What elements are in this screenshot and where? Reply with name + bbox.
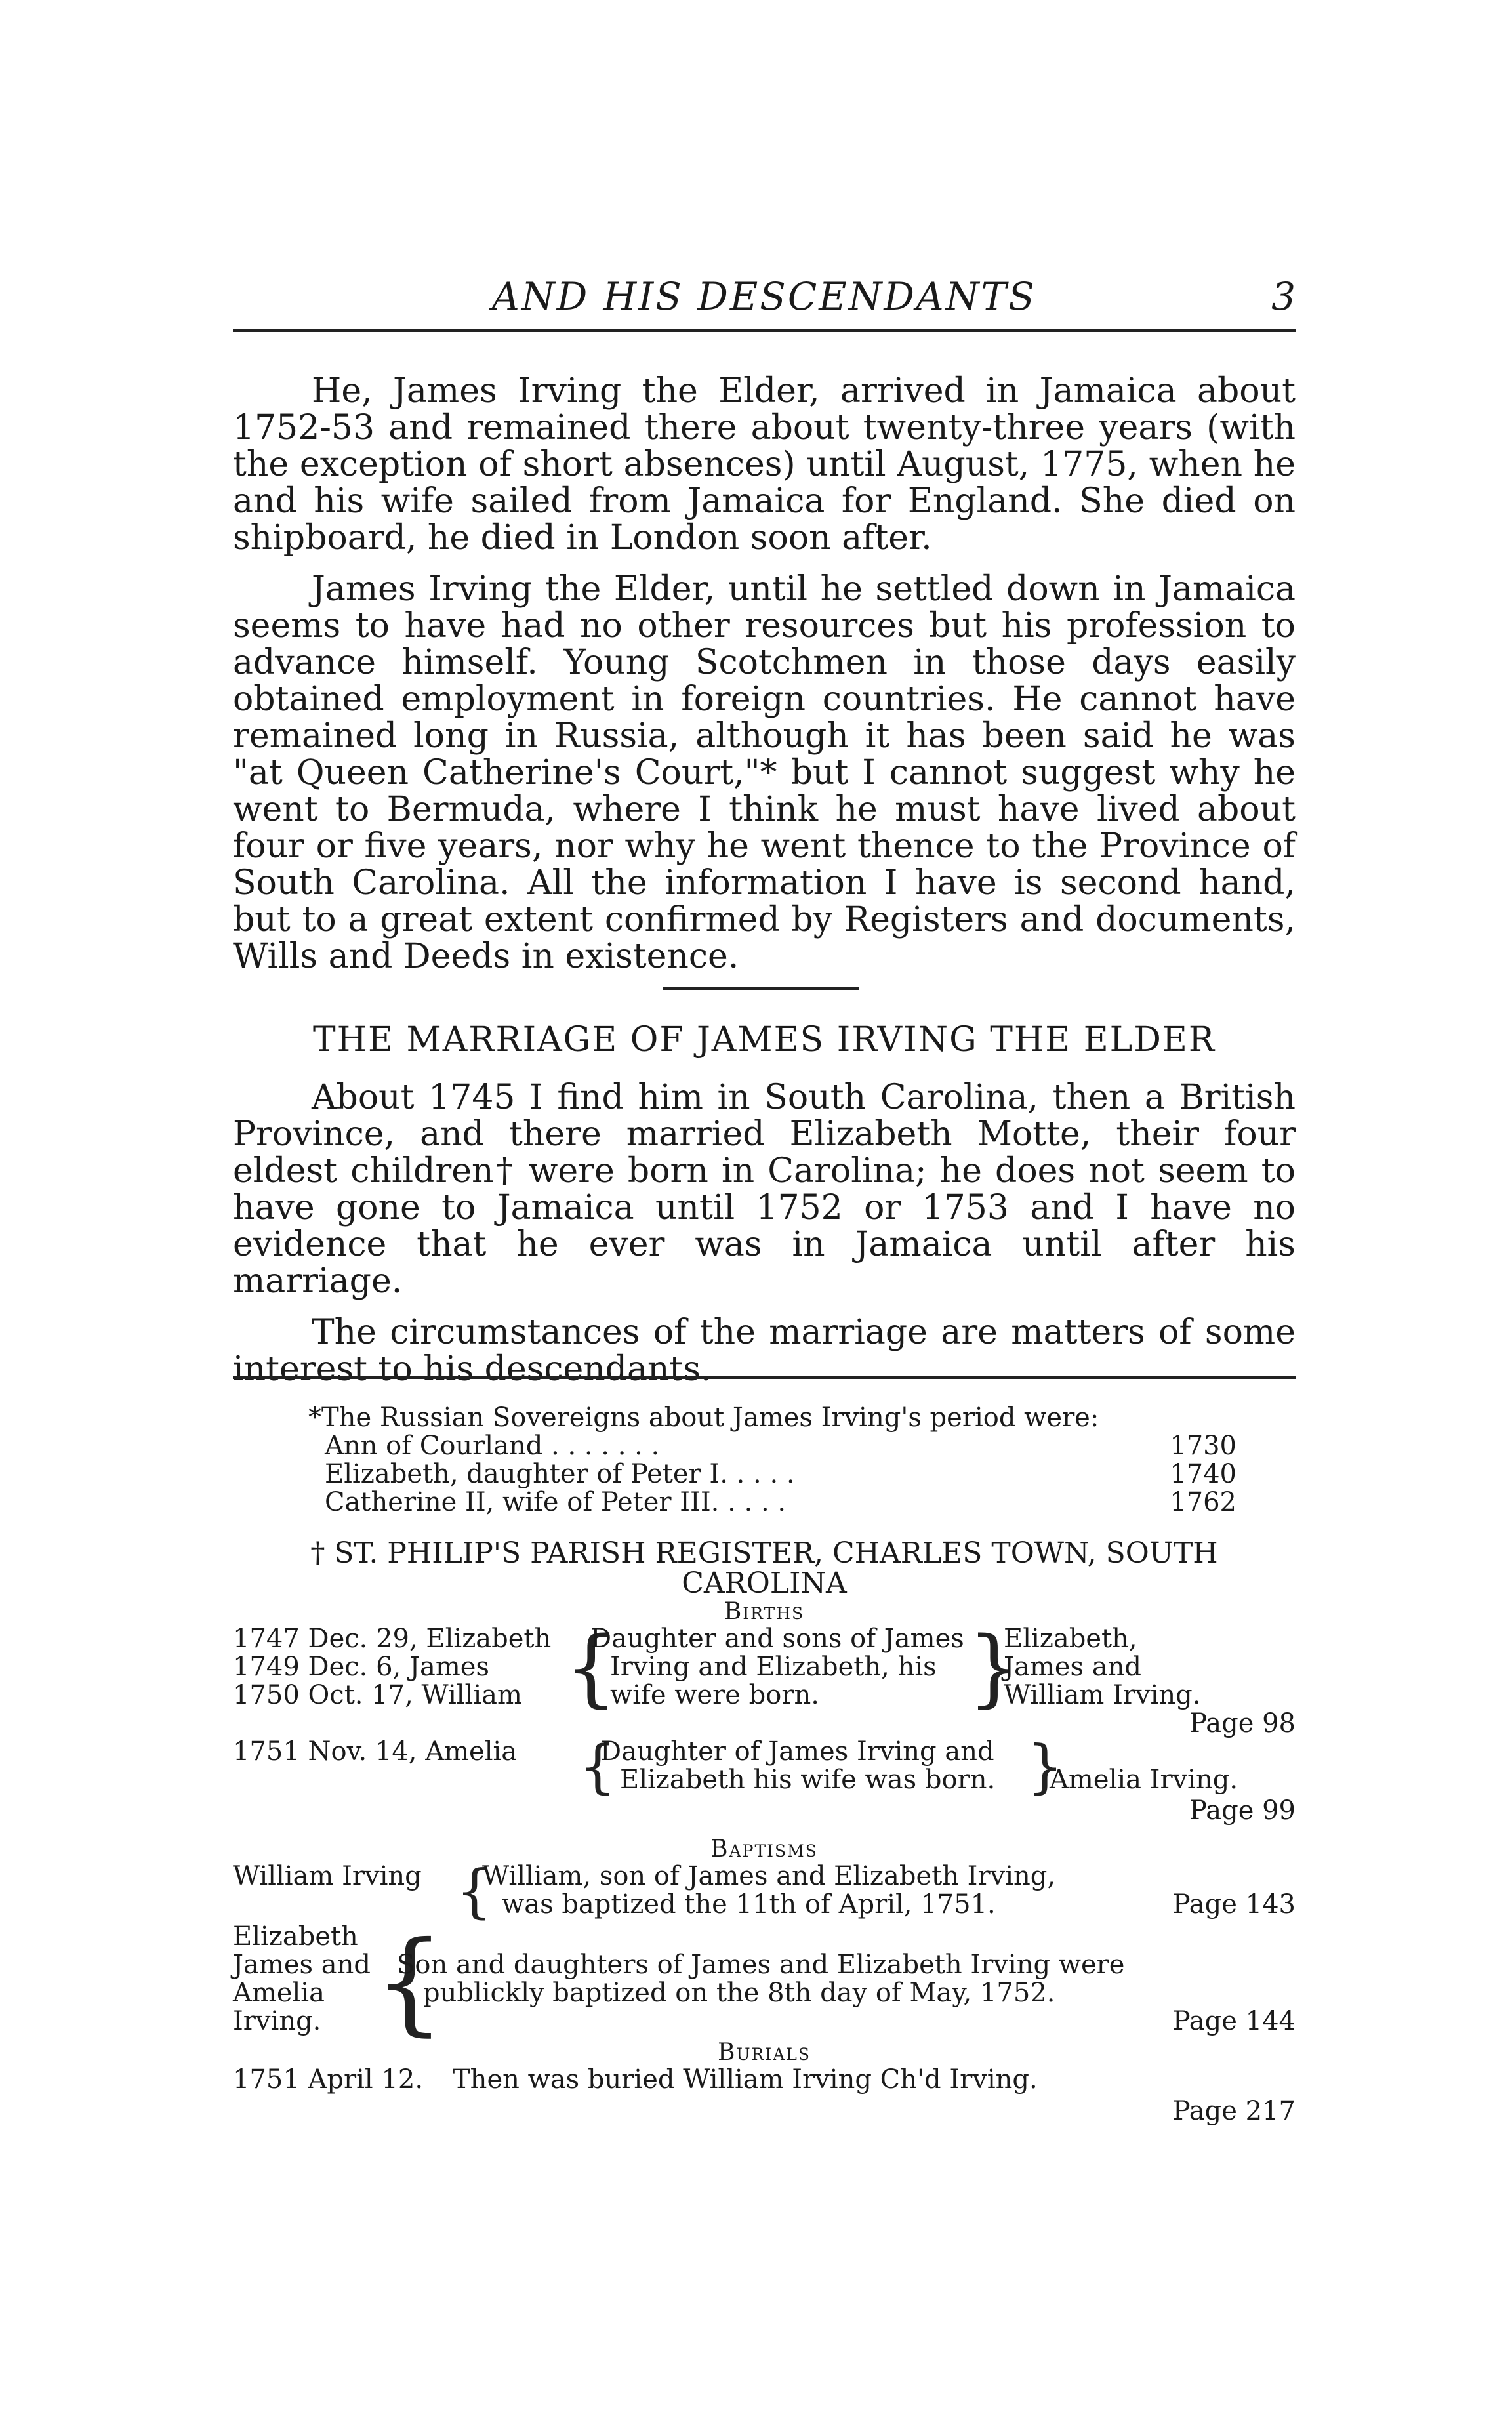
register-heading-line2: CAROLINA [682, 1567, 847, 1600]
paragraph: He, James Irving the Elder, arrived in Jamaica about 1752-53 and remained there about twenty-three years (with the exception of short absences) until August, 1775, when he and his wife sailed from Jamaica for England. She died on shipboard, he died in London soon after. [233, 371, 1296, 558]
baptism-text: Son and daughters of James and Elizabeth Irving were [397, 1950, 1125, 1980]
births-label: Births [724, 1598, 805, 1625]
header-rule [233, 329, 1296, 332]
baptism-name: James and [233, 1950, 371, 1980]
births-entry [233, 1619, 1296, 1738]
baptism-text: William, son of James and Elizabeth Irving, [482, 1861, 1056, 1891]
birth-text: Daughter and sons of James [590, 1624, 964, 1654]
sovereign-year: 1762 [1170, 1487, 1236, 1517]
register-heading-line1: † ST. PHILIP'S PARISH REGISTER, CHARLES TOWN, SOUTH [310, 1536, 1218, 1570]
baptism-name: Amelia [233, 1978, 325, 2008]
birth-text: Elizabeth his wife was born. [620, 1765, 996, 1795]
birth-date: 1747 Dec. 29, Elizabeth [233, 1624, 552, 1654]
body-text-opening [233, 373, 1296, 989]
left-brace: { [579, 1733, 616, 1800]
birth-date: 1749 Dec. 6, James [233, 1652, 489, 1682]
birth-date: 1751 Nov. 14, Amelia [233, 1736, 518, 1767]
page-reference: Page 217 [1172, 2096, 1296, 2126]
baptisms-entry [233, 1918, 1296, 2047]
left-brace: { [456, 1857, 493, 1925]
right-brace: } [968, 1619, 1021, 1717]
section-divider [663, 987, 859, 990]
birth-date: 1750 Oct. 17, William [233, 1680, 522, 1710]
page-reference: Page 98 [1189, 1708, 1296, 1738]
footnote-intro: *The Russian Sovereigns about James Irving's period were: [308, 1403, 1099, 1433]
sovereign-row [233, 1432, 1296, 1460]
sovereign-row [233, 1488, 1296, 1517]
sovereign-row [233, 1460, 1296, 1488]
page-number: 3 [1271, 274, 1296, 319]
paragraph: The circumstances of the marriage are matters of some interest to his descendants. [233, 1313, 1296, 1389]
burial-date: 1751 April 12. [233, 2064, 424, 2095]
baptisms-entry [233, 1857, 1296, 1925]
right-brace: } [1027, 1733, 1063, 1800]
birth-name: Elizabeth, [1004, 1624, 1137, 1654]
birth-name: Amelia Irving. [1050, 1765, 1238, 1795]
paragraph: James Irving the Elder, until he settled down in Jamaica seems to have had no other resources but his profession to advance himself. Young Scotchmen in those days easily obtained employment in foreign countries. He cannot have remained long in Russia, although it has been said he was "at Queen Catherine's Court,"* but I cannot suggest why he went to Bermuda, where I think he must have lived about four or five years, nor why he went thence to the Province of South Carolina. All the information I have is second hand, but to a great extent confirmed by Registers and documents, Wills and Deeds in existence. [233, 569, 1296, 976]
baptism-name: Elizabeth [233, 1921, 358, 1952]
baptism-name: Irving. [233, 2006, 321, 2036]
paragraph: About 1745 I find him in South Carolina, then a British Province, and there married Elizabeth Motte, their four eldest children† were born in Carolina; he does not seem to have gone to Jamaica until 1752 or 1753 and I have no evidence that he ever was in Jamaica until after his marriage. [233, 1078, 1296, 1301]
page-reference: Page 143 [1172, 1889, 1296, 1919]
birth-text: Irving and Elizabeth, his [610, 1652, 937, 1682]
sovereign-name: Elizabeth, daughter of Peter I. . . . . [325, 1459, 795, 1489]
birth-text: wife were born. [610, 1680, 819, 1710]
burials-label: Burials [717, 2039, 811, 2066]
birth-name: William Irving. [1004, 1680, 1201, 1710]
left-brace: { [564, 1619, 618, 1717]
sovereign-year: 1730 [1170, 1431, 1236, 1461]
baptism-text: publickly baptized on the 8th day of May, 1752. [423, 1978, 1055, 2008]
burial-text: Then was buried William Irving Ch'd Irving. [453, 2064, 1038, 2095]
birth-text: Daughter of James Irving and [600, 1736, 994, 1767]
sovereign-year: 1740 [1170, 1459, 1236, 1489]
baptism-name: William Irving [233, 1861, 422, 1891]
burials-entry [233, 2066, 1296, 2126]
page-header [233, 274, 1296, 327]
footnote-russian-sovereigns [233, 1404, 1296, 1517]
sovereign-name: Catherine II, wife of Peter III. . . . . [325, 1487, 787, 1517]
birth-name: James and [1004, 1652, 1141, 1682]
baptisms-label: Baptisms [710, 1836, 818, 1862]
births-entry [233, 1733, 1296, 1836]
page-reference: Page 144 [1172, 2006, 1296, 2036]
sovereign-name: Ann of Courland . . . . . . . [325, 1431, 660, 1461]
footnote-rule [233, 1376, 1296, 1379]
section-heading: THE MARRIAGE OF JAMES IRVING THE ELDER [312, 1020, 1216, 1059]
running-head: AND HIS DESCENDANTS [492, 274, 1036, 319]
page-reference: Page 99 [1189, 1796, 1296, 1826]
footnote-parish-register [233, 1538, 1296, 2126]
body-text-marriage [233, 1079, 1296, 1402]
left-brace: { [374, 1918, 445, 2047]
book-page [233, 0, 1296, 2422]
baptism-text: was baptized the 11th of April, 1751. [502, 1889, 996, 1919]
